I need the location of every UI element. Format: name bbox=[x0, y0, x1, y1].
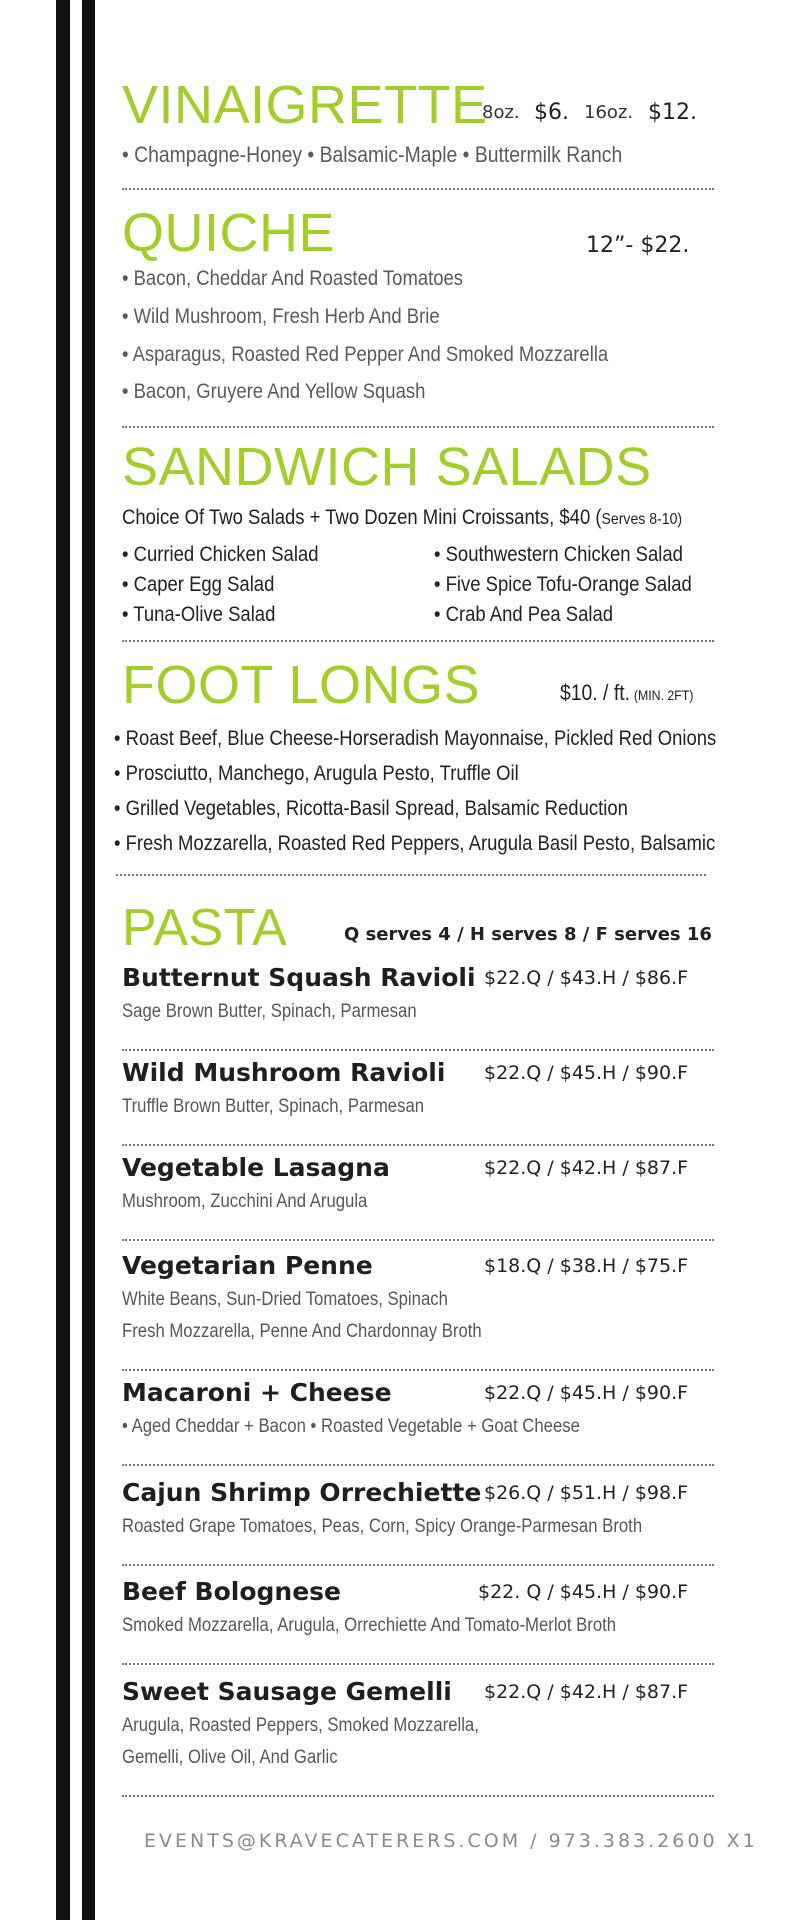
item-divider bbox=[122, 1144, 714, 1146]
item-divider bbox=[122, 1564, 714, 1566]
pasta-item-description: Gemelli, Olive Oil, And Garlic bbox=[122, 1747, 338, 1768]
foot-long-item: • Prosciutto, Manchego, Arugula Pesto, Truffle Oil bbox=[114, 762, 519, 785]
item-divider bbox=[122, 1663, 714, 1665]
salad-option: • Tuna-Olive Salad bbox=[122, 603, 276, 626]
sandwich-salads-serves: Serves 8-10) bbox=[601, 511, 683, 528]
sandwich-salads-offer: Choice Of Two Salads + Two Dozen Mini Croissants, $40 ( bbox=[122, 506, 602, 529]
foot-longs-price-line bbox=[560, 680, 693, 706]
vinaigrette-price-large: $12. bbox=[648, 100, 697, 125]
pasta-item-price: $22.Q / $45.H / $90.F bbox=[484, 1382, 689, 1404]
salad-option: • Curried Chicken Salad bbox=[122, 543, 319, 566]
pasta-item-name: Vegetable Lasagna bbox=[122, 1153, 390, 1182]
pasta-title: PASTA bbox=[122, 899, 288, 957]
section-divider bbox=[122, 188, 714, 190]
section-divider bbox=[122, 426, 714, 428]
pasta-item-description: • Aged Cheddar + Bacon • Roasted Vegetable + Goat Cheese bbox=[122, 1416, 580, 1437]
pasta-item-description: Smoked Mozzarella, Arugula, Orrechiette And Tomato-Merlot Broth bbox=[122, 1615, 617, 1636]
foot-longs-title: FOOT LONGS bbox=[122, 655, 481, 715]
item-divider bbox=[122, 1795, 714, 1797]
item-divider bbox=[122, 1369, 714, 1371]
foot-longs-price: $10. / ft. bbox=[560, 680, 630, 705]
quiche-item: • Asparagus, Roasted Red Pepper And Smoked Mozzarella bbox=[122, 343, 609, 366]
section-divider bbox=[122, 640, 714, 642]
pasta-item-price: $26.Q / $51.H / $98.F bbox=[484, 1482, 689, 1504]
pasta-item-description: White Beans, Sun-Dried Tomatoes, Spinach bbox=[122, 1289, 448, 1310]
pasta-item-price: $22.Q / $42.H / $87.F bbox=[484, 1157, 689, 1179]
quiche-price: 12”- $22. bbox=[586, 233, 690, 258]
pasta-item-price: $18.Q / $38.H / $75.F bbox=[484, 1255, 689, 1277]
salad-option: • Caper Egg Salad bbox=[122, 573, 275, 596]
section-divider bbox=[116, 874, 706, 876]
pasta-item-description: Sage Brown Butter, Spinach, Parmesan bbox=[122, 1001, 417, 1022]
pasta-item-name: Vegetarian Penne bbox=[122, 1251, 373, 1280]
quiche-item: • Bacon, Gruyere And Yellow Squash bbox=[122, 380, 426, 403]
salad-option: • Five Spice Tofu-Orange Salad bbox=[434, 573, 692, 596]
pasta-item-description: Roasted Grape Tomatoes, Peas, Corn, Spicy Orange-Parmesan Broth bbox=[122, 1516, 643, 1537]
pasta-item-name: Wild Mushroom Ravioli bbox=[122, 1058, 446, 1087]
sandwich-salads-description bbox=[122, 506, 682, 530]
pasta-item-price: $22.Q / $42.H / $87.F bbox=[484, 1681, 689, 1703]
quiche-item: • Wild Mushroom, Fresh Herb And Brie bbox=[122, 305, 440, 328]
foot-long-item: • Grilled Vegetables, Ricotta-Basil Spread, Balsamic Reduction bbox=[114, 797, 628, 820]
quiche-title: QUICHE bbox=[122, 203, 336, 263]
item-divider bbox=[122, 1049, 714, 1051]
pasta-item-price: $22. Q / $45.H / $90.F bbox=[478, 1581, 689, 1603]
pasta-item-description: Truffle Brown Butter, Spinach, Parmesan bbox=[122, 1096, 425, 1117]
pasta-item-name: Butternut Squash Ravioli bbox=[122, 963, 476, 992]
vinaigrette-title: VINAIGRETTE bbox=[122, 75, 488, 135]
pasta-item-price: $22.Q / $45.H / $90.F bbox=[484, 1062, 689, 1084]
salad-option: • Southwestern Chicken Salad bbox=[434, 543, 683, 566]
pasta-item-description: Mushroom, Zucchini And Arugula bbox=[122, 1191, 368, 1212]
pasta-item-description: Arugula, Roasted Peppers, Smoked Mozzarella, bbox=[122, 1715, 479, 1736]
quiche-item: • Bacon, Cheddar And Roasted Tomatoes bbox=[122, 267, 464, 290]
foot-long-item: • Roast Beef, Blue Cheese-Horseradish Mayonnaise, Pickled Red Onions bbox=[114, 727, 717, 750]
contact-footer: EVENTS@KRAVECATERERS.COM / 973.383.2600 X1 bbox=[144, 1830, 758, 1852]
pasta-item-name: Beef Bolognese bbox=[122, 1577, 342, 1606]
sandwich-salads-title: SANDWICH SALADS bbox=[122, 437, 652, 497]
salad-option: • Crab And Pea Salad bbox=[434, 603, 614, 626]
item-divider bbox=[122, 1239, 714, 1241]
foot-long-item: • Fresh Mozzarella, Roasted Red Peppers, Arugula Basil Pesto, Balsamic bbox=[114, 832, 716, 855]
pasta-item-name: Cajun Shrimp Orrechiette bbox=[122, 1478, 482, 1507]
pasta-serving-sizes: Q serves 4 / H serves 8 / F serves 16 bbox=[344, 924, 712, 945]
pasta-item-name: Sweet Sausage Gemelli bbox=[122, 1677, 452, 1706]
foot-longs-minimum: (MIN. 2FT) bbox=[633, 687, 694, 703]
decorative-stripe-right bbox=[82, 0, 95, 1920]
vinaigrette-price-small: $6. bbox=[534, 100, 569, 125]
pasta-item-name: Macaroni + Cheese bbox=[122, 1378, 392, 1407]
pasta-item-description: Fresh Mozzarella, Penne And Chardonnay Broth bbox=[122, 1321, 482, 1342]
decorative-stripe-left bbox=[56, 0, 70, 1920]
item-divider bbox=[122, 1464, 714, 1466]
vinaigrette-options: • Champagne-Honey • Balsamic-Maple • Buttermilk Ranch bbox=[122, 142, 623, 167]
vinaigrette-size-large: 16oz. bbox=[584, 102, 634, 123]
vinaigrette-size-small: 8oz. bbox=[482, 102, 520, 123]
pasta-item-price: $22.Q / $43.H / $86.F bbox=[484, 967, 689, 989]
